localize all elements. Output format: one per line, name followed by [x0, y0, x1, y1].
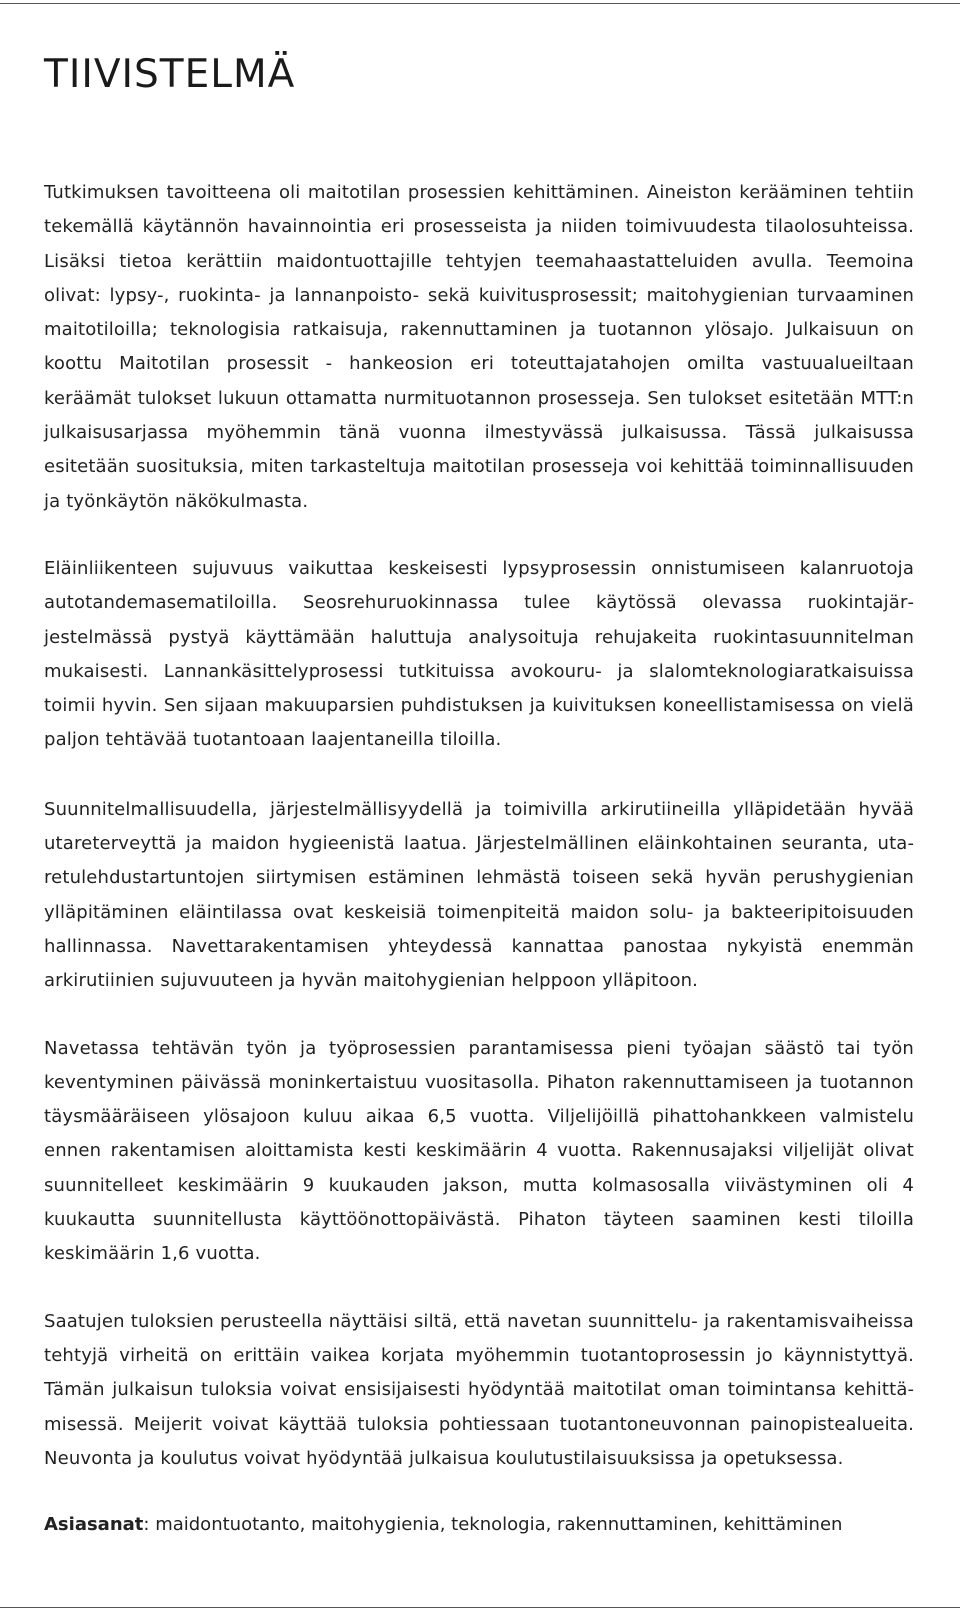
keywords-text: maidontuotanto, maitohygienia, teknologia, rakennuttaminen, kehittäminen — [155, 1514, 843, 1536]
paragraph-1: Tutkimuksen tavoitteena oli maitotilan prosessien kehittäminen. Aineiston kerääminen tehtiin tekemällä käytännön havainnointia eri prosesseista ja niiden toimivuudesta tilaolosuhteissa. Lisäksi tietoa kerättiin maidontuottajille tehtyjen teemahaastatteluiden avulla. Teemoina olivat: lypsy-, ruokinta- ja lannanpoisto- sekä kuivitusprosessit; maitohygienian turvaaminen maitotiloilla; teknologisia ratkaisuja, rakennuttaminen ja tuotannon ylösajo. Julkaisuun on koottu Maitotilan prosessit - hankeosion eri toteuttajatahojen omilta vastuualueiltaan keräämät tulokset lukuun ottamatta nurmituotannon prosesseja. Sen tulokset esitetään MTT:n julkaisusarjassa myöhemmin tänä vuonna ilmestyvässä julkaisussa. Tässä julkaisussa esitetään suosituksia, miten tarkasteltuja maitotilan prosesseja voi kehittää toiminnallisuuden ja työnkäytön näkökulmasta. — [44, 182, 914, 512]
paragraph-5: Saatujen tuloksien perusteella näyttäisi siltä, että navetan suunnittelu- ja rakentamisvaiheissa tehtyjä virheitä on erittäin vaikea korjata myöhemmin tuotantoprosessin jo käynnistyttyä. Tämän julkaisun tuloksia voivat ensisijaisesti hyödyntää maitotilat oman toimintansa kehittämisessä. Meijerit voivat käyttää tuloksia pohtiessaan tuotantoneuvonnan painopistealueita. Neuvonta ja koulutus voivat hyödyntää julkaisua koulutustilaisuuksissa ja opetuksessa. — [44, 1310, 914, 1469]
paragraph-4: Navetassa tehtävän työn ja työprosessien parantamisessa pieni työajan säästö tai työn keventyminen päivässä moninkertaistuu vuositasolla. Pihaton rakennuttamiseen ja tuotannon täysmääräiseen ylösajoon kuluu aikaa 6,5 vuotta. Viljelijöillä pihattohankkeen valmistelu ennen rakentamisen aloittamista kesti keskimäärin 4 vuotta. Rakennusajaksi viljelijät olivat suunnitelleet keskimäärin 9 kuukauden jakson, mutta kolmasosalla viivästyminen oli 4 kuukautta suunnitellusta käyttöönottopäivästä. Pihaton täyteen saaminen kesti tiloilla keskimäärin 1,6 vuotta. — [44, 1037, 914, 1265]
paragraph-3: Suunnitelmallisuudella, järjestelmällisyydellä ja toimivilla arkirutiineilla ylläpidetään hyvää utareterveyttä ja maidon hygieenistä laatua. Järjestelmällinen eläinkohtainen seuranta, utaretulehdustartuntojen siirtymisen estäminen lehmästä toiseen sekä hyvän perushygienian ylläpitäminen eläintilassa ovat keskeisiä toimenpiteitä maidon solu- ja bakteeripitoisuuden hallinnassa. Navettarakentamisen yhteydessä kannattaa panostaa nykyistä enemmän arkirutiinien sujuvuuteen ja hyvän maitohygienian helppoon ylläpitoon. — [44, 798, 914, 992]
page-title: TIIVISTELMÄ — [44, 52, 296, 97]
keywords-line — [44, 1508, 914, 1542]
keywords-separator: : — [143, 1514, 156, 1536]
keywords-label: Asiasanat — [44, 1514, 144, 1536]
bottom-rule — [0, 1607, 960, 1608]
top-rule — [0, 3, 960, 4]
paragraph-2: Eläinliikenteen sujuvuus vaikuttaa keskeisesti lypsyprosessin onnistumiseen kalanruotoja autotandemasematiloilla. Seosrehuruokinnassa tulee käytössä olevassa ruokintajärjestelmässä pystyä käyttämään haluttuja analysoituja rehujakeita ruokintasuunnitelman mukaisesti. Lannankäsittelyprosessi tutkituissa avokouru- ja slalomteknologiaratkaisuissa toimii hyvin. Sen sijaan makuuparsien puhdistuksen ja kuivituksen koneellistamisessa on vielä paljon tehtävää tuotantoaan laajentaneilla tiloilla. — [44, 557, 914, 751]
abstract-body — [44, 176, 914, 1560]
